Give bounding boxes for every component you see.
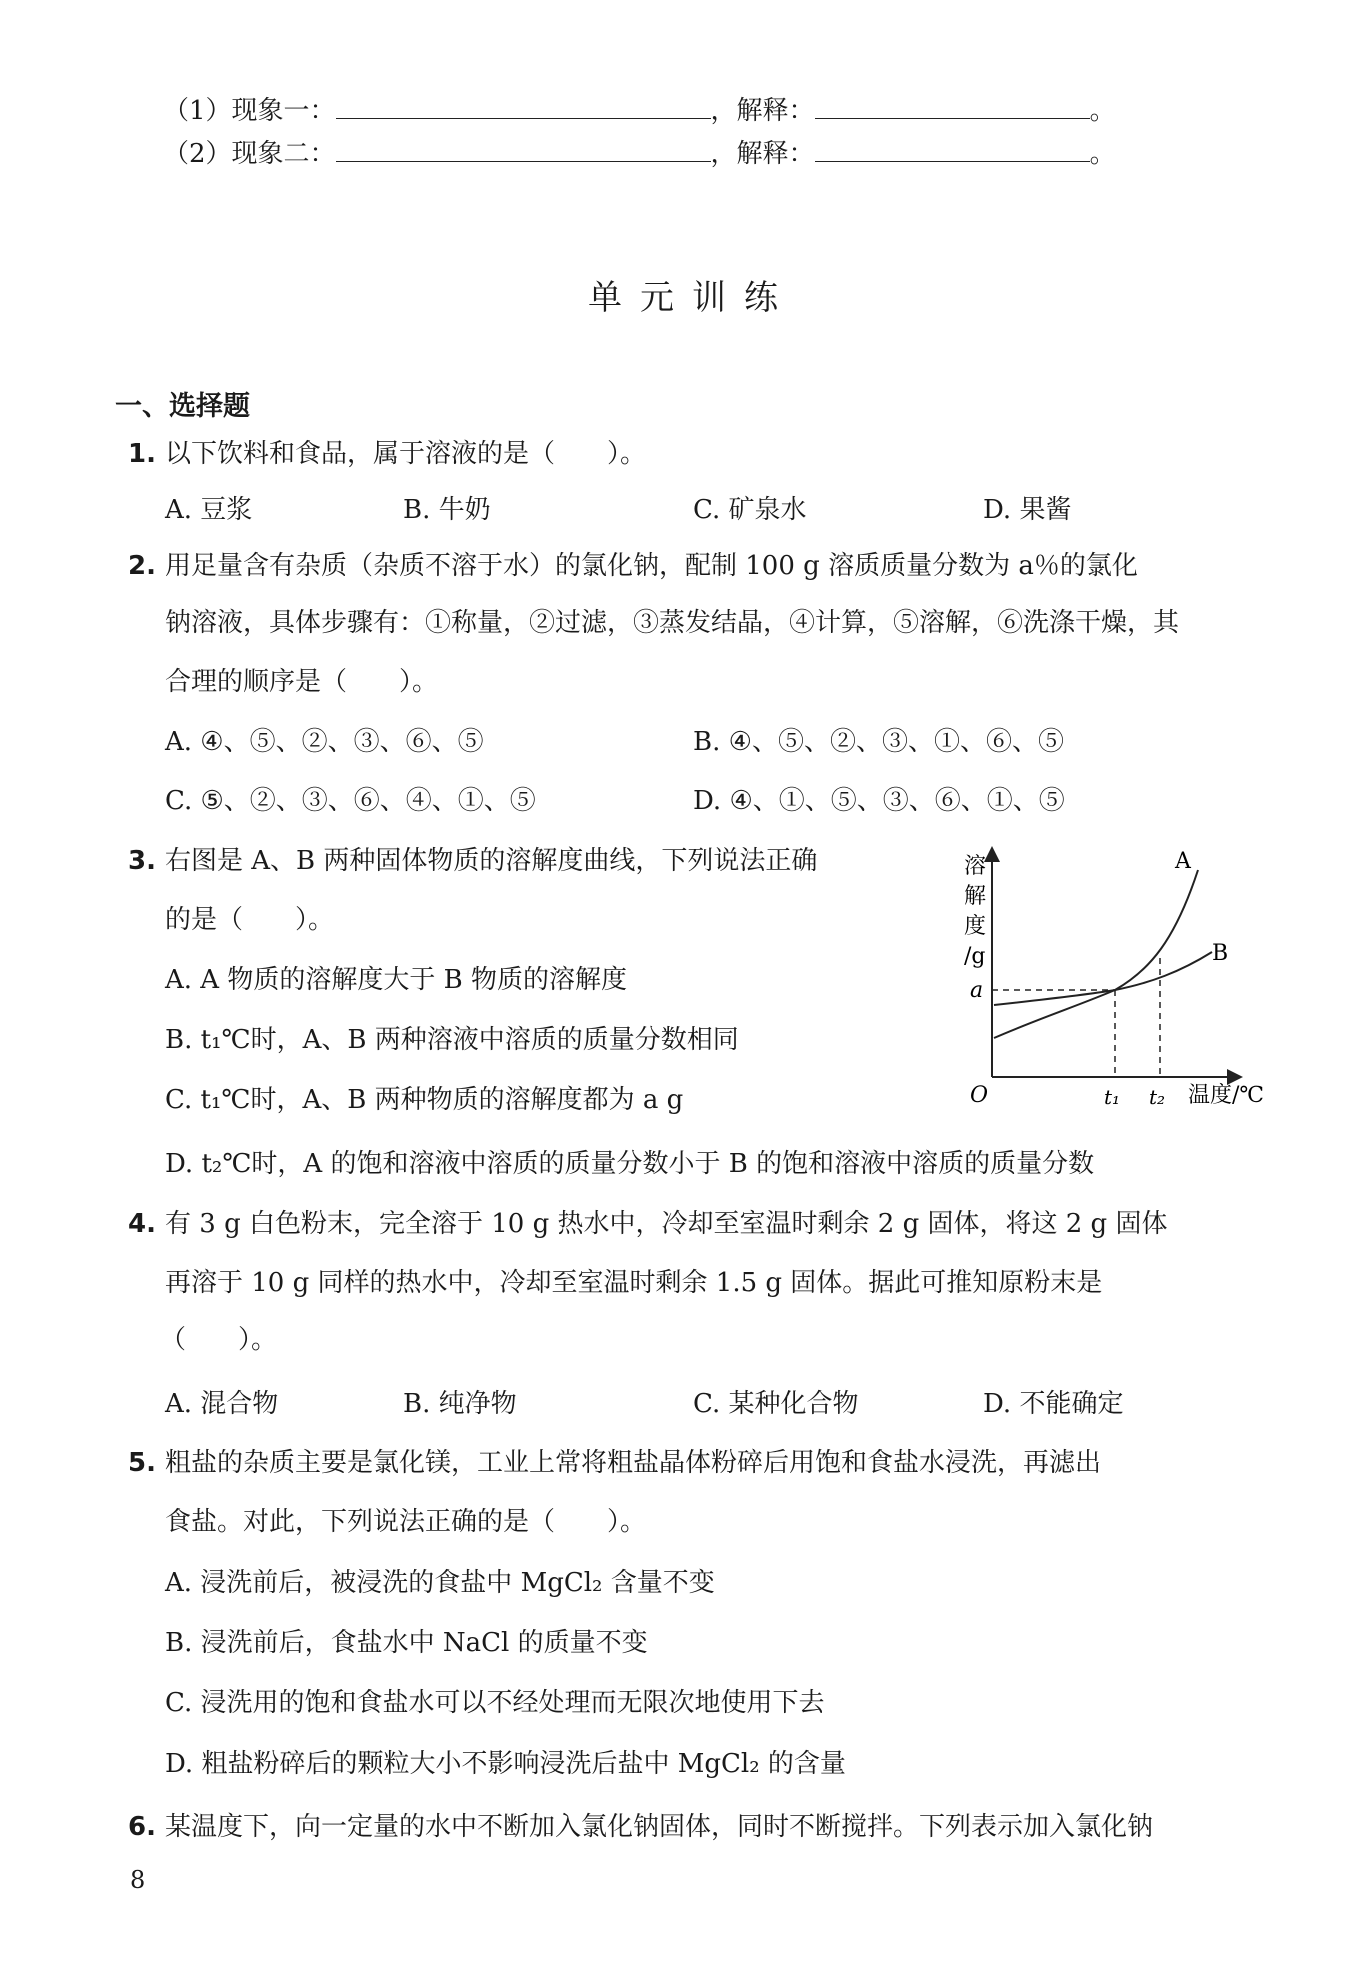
question-1-text: 以下饮料和食品，属于溶液的是（ ）。 — [165, 439, 647, 469]
q5-option-d[interactable]: D. 粗盐粉碎后的颗粒大小不影响浸洗后盐中 MgCl₂ 的含量 — [165, 1749, 846, 1779]
y-label-2: 解 — [964, 884, 987, 909]
q2-option-d[interactable]: D. ④、①、⑤、③、⑥、①、⑤ — [693, 786, 1065, 816]
q1-option-c[interactable]: C. 矿泉水 — [693, 495, 807, 525]
question-5-line-1: 粗盐的杂质主要是氯化镁，工业上常将粗盐晶体粉碎后用饱和食盐水浸洗，再滤出 — [165, 1448, 1102, 1478]
question-1-number: 1. — [128, 439, 156, 469]
curve-a — [994, 870, 1198, 1038]
q3-option-c[interactable]: C. t₁℃时，A、B 两种物质的溶解度都为 a g — [165, 1085, 684, 1115]
q5-option-a[interactable]: A. 浸洗前后，被浸洗的食盐中 MgCl₂ 含量不变 — [165, 1568, 715, 1598]
question-2-line-1: 用足量含有杂质（杂质不溶于水）的氯化钠，配制 100 g 溶质质量分数为 a％的氯化 — [165, 551, 1138, 581]
question-4-line-3: （ ）。 — [160, 1325, 278, 1355]
q5-option-b[interactable]: B. 浸洗前后，食盐水中 NaCl 的质量不变 — [165, 1628, 648, 1658]
q1-option-d[interactable]: D. 果酱 — [983, 495, 1072, 525]
fill-line-mid: ，解释： — [710, 139, 815, 169]
q1-option-a[interactable]: A. 豆浆 — [165, 495, 253, 525]
question-4-line-2: 再溶于 10 g 同样的热水中，冷却至室温时剩余 1.5 g 固体。据此可推知原粉末是 — [165, 1268, 1103, 1298]
fill-line-label: （2）现象二： — [163, 139, 336, 169]
question-3-line-1: 右图是 A、B 两种固体物质的溶解度曲线，下列说法正确 — [165, 846, 818, 876]
q2-option-a[interactable]: A. ④、⑤、②、③、⑥、⑤ — [165, 727, 484, 757]
origin-label: O — [970, 1083, 989, 1108]
curve-b-label: B — [1212, 941, 1229, 966]
t1-label: t₁ — [1104, 1085, 1121, 1109]
question-6-number: 6. — [128, 1812, 156, 1842]
question-2-number: 2. — [128, 551, 156, 581]
fill-line-end: 。 — [1089, 96, 1116, 126]
fill-line-1 — [163, 90, 1116, 131]
y-label-4: /g — [964, 944, 986, 969]
question-3-line-2: 的是（ ）。 — [165, 905, 335, 935]
q1-option-b[interactable]: B. 牛奶 — [403, 495, 491, 525]
q3-option-b[interactable]: B. t₁℃时，A、B 两种溶液中溶质的质量分数相同 — [165, 1025, 739, 1055]
question-6-line-1: 某温度下，向一定量的水中不断加入氯化钠固体，同时不断搅拌。下列表示加入氯化钠 — [165, 1812, 1154, 1842]
q2-option-b[interactable]: B. ④、⑤、②、③、①、⑥、⑤ — [693, 727, 1064, 757]
solubility-curve-figure — [950, 840, 1280, 1130]
fill-line-label: （1）现象一： — [163, 96, 336, 126]
y-label-3: 度 — [964, 914, 987, 939]
question-2-line-3: 合理的顺序是（ ）。 — [165, 667, 439, 697]
a-mark: a — [970, 978, 984, 1003]
fill-line-2 — [163, 133, 1116, 174]
q3-option-a[interactable]: A. A 物质的溶解度大于 B 物质的溶解度 — [165, 965, 627, 995]
q4-option-c[interactable]: C. 某种化合物 — [693, 1389, 859, 1419]
question-3-number: 3. — [128, 846, 156, 876]
page-number: 8 — [130, 1866, 146, 1894]
answer-blank[interactable] — [336, 133, 711, 162]
q3-option-d[interactable]: D. t₂℃时，A 的饱和溶液中溶质的质量分数小于 B 的饱和溶液中溶质的质量分数 — [165, 1149, 1095, 1179]
curve-b — [994, 952, 1212, 1005]
fill-line-mid: ，解释： — [710, 96, 815, 126]
unit-title: 单元训练 — [588, 278, 796, 318]
q4-option-a[interactable]: A. 混合物 — [165, 1389, 279, 1419]
question-5-number: 5. — [128, 1448, 156, 1478]
fill-line-end: 。 — [1089, 139, 1116, 169]
answer-blank[interactable] — [815, 133, 1090, 162]
answer-blank[interactable] — [815, 90, 1090, 119]
question-4-line-1: 有 3 g 白色粉末，完全溶于 10 g 热水中，冷却至室温时剩余 2 g 固体，将这 2 g 固体 — [165, 1209, 1168, 1239]
section-title: 一、选择题 — [115, 391, 250, 422]
q2-option-c[interactable]: C. ⑤、②、③、⑥、④、①、⑤ — [165, 786, 536, 816]
q4-option-d[interactable]: D. 不能确定 — [983, 1389, 1124, 1419]
question-5-line-2: 食盐。对此，下列说法正确的是（ ）。 — [165, 1507, 647, 1537]
question-2-line-2: 钠溶液，具体步骤有：①称量，②过滤，③蒸发结晶，④计算，⑤溶解，⑥洗涤干燥，其 — [165, 608, 1180, 638]
answer-blank[interactable] — [336, 90, 711, 119]
question-4-number: 4. — [128, 1209, 156, 1239]
t2-label: t₂ — [1149, 1085, 1166, 1109]
x-axis-label: 温度/℃ — [1188, 1083, 1265, 1108]
q4-option-b[interactable]: B. 纯净物 — [403, 1389, 517, 1419]
curve-a-label: A — [1175, 849, 1191, 874]
q5-option-c[interactable]: C. 浸洗用的饱和食盐水可以不经处理而无限次地使用下去 — [165, 1688, 825, 1718]
y-label-1: 溶 — [964, 854, 987, 879]
